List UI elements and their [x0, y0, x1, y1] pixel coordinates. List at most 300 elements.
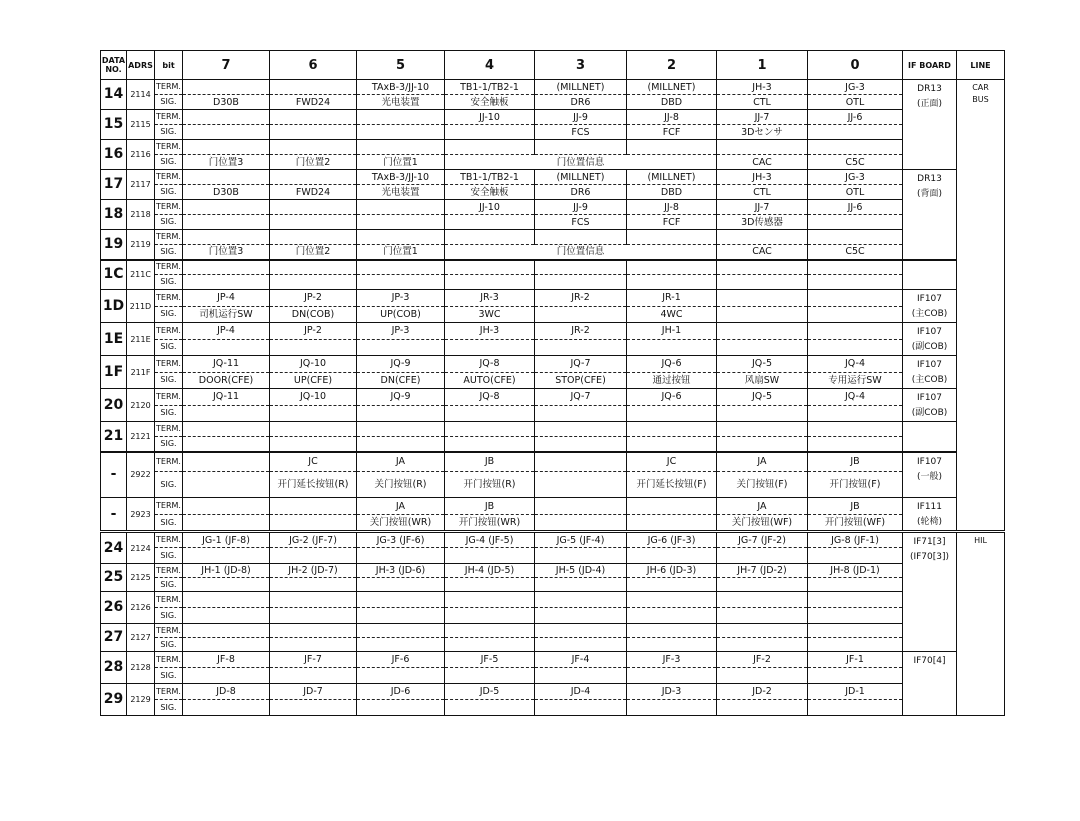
term-cell: [270, 624, 357, 638]
term-cell: [535, 452, 627, 472]
sig-cell: 开门延长按钮(F): [627, 472, 717, 498]
data-no-cell: -: [101, 498, 127, 532]
if-board-cell: DR13 (背面): [903, 170, 957, 260]
term-cell: JQ-9: [357, 356, 445, 373]
address-cell: 2121: [127, 422, 155, 452]
sig-label: SIG.: [155, 95, 183, 110]
term-cell: JQ-6: [627, 389, 717, 406]
term-cell: [627, 260, 717, 275]
term-cell: (MILLNET): [627, 80, 717, 95]
address-cell: 2118: [127, 200, 155, 230]
data-no-cell: 24: [101, 532, 127, 564]
sig-cell: FCS: [535, 215, 627, 230]
term-cell: JJ-7: [717, 110, 808, 125]
sig-cell: [183, 437, 270, 452]
term-cell: JA: [357, 452, 445, 472]
sig-cell: [808, 437, 903, 452]
term-cell: [183, 260, 270, 275]
if-board-cell: DR13 (正面): [903, 80, 957, 170]
sig-cell: [270, 638, 357, 652]
term-cell: JJ-10: [445, 200, 535, 215]
data-no-cell: 18: [101, 200, 127, 230]
sig-cell: 光电装置: [357, 95, 445, 110]
header-bit-4: 4: [445, 51, 535, 80]
sig-cell: [808, 306, 903, 323]
term-cell: (MILLNET): [627, 170, 717, 185]
table-row: [101, 515, 1005, 532]
term-cell: [717, 140, 808, 155]
term-label: TERM.: [155, 592, 183, 608]
sig-cell: OTL: [808, 185, 903, 200]
term-cell: [808, 422, 903, 437]
term-cell: [270, 422, 357, 437]
term-cell: JJ-7: [717, 200, 808, 215]
sig-cell: [357, 339, 445, 356]
address-cell: 211F: [127, 356, 155, 389]
sig-cell: 门位置1: [357, 155, 445, 170]
header-bit-2: 2: [627, 51, 717, 80]
term-cell: JQ-7: [535, 389, 627, 406]
line-cell: CAR BUS: [957, 80, 1005, 532]
term-label: TERM.: [155, 110, 183, 125]
address-cell: 2127: [127, 624, 155, 652]
data-no-cell: 20: [101, 389, 127, 422]
table-row: [101, 306, 1005, 323]
sig-cell: [357, 275, 445, 290]
sig-cell: [445, 700, 535, 716]
address-cell: 2124: [127, 532, 155, 564]
sig-cell: [270, 668, 357, 684]
sig-cell: [627, 437, 717, 452]
term-cell: JA: [717, 452, 808, 472]
term-cell: JJ-8: [627, 110, 717, 125]
sig-cell: [627, 668, 717, 684]
sig-cell: [535, 306, 627, 323]
table-row: [101, 684, 1005, 700]
sig-cell: [357, 215, 445, 230]
data-no-cell: 25: [101, 564, 127, 592]
sig-cell: DOOR(CFE): [183, 372, 270, 389]
term-cell: JG-1 (JF-8): [183, 532, 270, 548]
sig-label: SIG.: [155, 155, 183, 170]
sig-cell: AUTO(CFE): [445, 372, 535, 389]
table-row: [101, 260, 1005, 275]
sig-cell: [717, 339, 808, 356]
table-row: [101, 200, 1005, 215]
sig-cell: 开门按钮(R): [445, 472, 535, 498]
term-cell: JD-1: [808, 684, 903, 700]
data-no-cell: 29: [101, 684, 127, 716]
term-cell: JG-3 (JF-6): [357, 532, 445, 548]
sig-cell: [535, 405, 627, 422]
sig-cell: [183, 578, 270, 592]
term-cell: [357, 422, 445, 437]
term-cell: JQ-10: [270, 356, 357, 373]
sig-label: SIG.: [155, 578, 183, 592]
sig-cell: [270, 578, 357, 592]
term-cell: [183, 624, 270, 638]
term-cell: JQ-7: [535, 356, 627, 373]
sig-cell: 门位置3: [183, 155, 270, 170]
header-bit-6: 6: [270, 51, 357, 80]
sig-label: SIG.: [155, 306, 183, 323]
data-no-cell: 28: [101, 652, 127, 684]
term-cell: JF-1: [808, 652, 903, 668]
sig-cell: [717, 405, 808, 422]
term-cell: [535, 422, 627, 437]
term-cell: [445, 230, 535, 245]
term-label: TERM.: [155, 170, 183, 185]
term-cell: JR-2: [535, 323, 627, 340]
term-cell: JH-3: [717, 80, 808, 95]
term-cell: JF-3: [627, 652, 717, 668]
term-cell: JD-2: [717, 684, 808, 700]
sig-label: SIG.: [155, 275, 183, 290]
table-row: [101, 624, 1005, 638]
table-row: [101, 564, 1005, 578]
term-label: TERM.: [155, 389, 183, 406]
if-board-cell: IF107 (副COB): [903, 323, 957, 356]
term-cell: JH-1 (JD-8): [183, 564, 270, 578]
sig-cell: [445, 405, 535, 422]
sig-cell: FWD24: [270, 185, 357, 200]
sig-cell: DBD: [627, 95, 717, 110]
sig-cell: [270, 275, 357, 290]
term-cell: [808, 624, 903, 638]
data-no-cell: 17: [101, 170, 127, 200]
term-cell: TB1-1/TB2-1: [445, 170, 535, 185]
table-row: [101, 372, 1005, 389]
if-board-cell: IF70[4]: [903, 652, 957, 716]
term-cell: JH-2 (JD-7): [270, 564, 357, 578]
header-line: LINE: [957, 51, 1005, 80]
sig-cell: DR6: [535, 185, 627, 200]
sig-cell: [535, 339, 627, 356]
table-row: [101, 215, 1005, 230]
sig-cell: [183, 405, 270, 422]
sig-cell: [183, 668, 270, 684]
header-hl: bit: [155, 51, 183, 80]
sig-cell: 开门按钮(F): [808, 472, 903, 498]
if-board-cell: [903, 422, 957, 452]
table-row: [101, 452, 1005, 472]
sig-cell-merged: 门位置信息: [445, 245, 717, 260]
sig-cell: [627, 578, 717, 592]
term-label: TERM.: [155, 323, 183, 340]
sig-cell: 光电装置: [357, 185, 445, 200]
sig-cell: [717, 638, 808, 652]
term-cell: JP-4: [183, 323, 270, 340]
table-row: [101, 498, 1005, 515]
header-addrs: ADRS: [127, 51, 155, 80]
term-label: TERM.: [155, 140, 183, 155]
sig-cell: 关门按钮(F): [717, 472, 808, 498]
sig-cell: [808, 638, 903, 652]
address-cell: 2128: [127, 652, 155, 684]
term-cell: JA: [357, 498, 445, 515]
sig-cell: [627, 548, 717, 564]
sig-cell: [357, 405, 445, 422]
term-label: TERM.: [155, 200, 183, 215]
sig-cell: [445, 608, 535, 624]
table-row: [101, 668, 1005, 684]
term-label: TERM.: [155, 230, 183, 245]
sig-cell-merged: 门位置信息: [445, 155, 717, 170]
sig-cell: 关门按钮(R): [357, 472, 445, 498]
table-row: [101, 140, 1005, 155]
term-cell: [627, 422, 717, 437]
sig-label: SIG.: [155, 608, 183, 624]
term-cell: [357, 260, 445, 275]
sig-cell: [357, 668, 445, 684]
header-bit-5: 5: [357, 51, 445, 80]
sig-cell: CAC: [717, 155, 808, 170]
sig-cell: [270, 548, 357, 564]
sig-cell: [808, 125, 903, 140]
term-cell: JJ-6: [808, 110, 903, 125]
term-cell: JG-3: [808, 80, 903, 95]
sig-cell: FCF: [627, 125, 717, 140]
sig-cell: [808, 578, 903, 592]
sig-cell: [535, 638, 627, 652]
sig-cell: DN(CFE): [357, 372, 445, 389]
data-no-cell: 1C: [101, 260, 127, 290]
term-cell: JF-5: [445, 652, 535, 668]
term-cell: JD-8: [183, 684, 270, 700]
header-bit-3: 3: [535, 51, 627, 80]
table-row: [101, 608, 1005, 624]
sig-cell: FCS: [535, 125, 627, 140]
line-cell: HIL: [957, 532, 1005, 716]
term-cell: JJ-9: [535, 110, 627, 125]
sig-cell: [717, 275, 808, 290]
sig-cell: 安全触板: [445, 185, 535, 200]
sig-cell: UP(CFE): [270, 372, 357, 389]
sig-cell: [535, 608, 627, 624]
term-cell: JR-1: [627, 290, 717, 307]
table-row: [101, 95, 1005, 110]
table-row: [101, 638, 1005, 652]
term-cell: JB: [808, 452, 903, 472]
term-cell: JG-5 (JF-4): [535, 532, 627, 548]
term-cell: JG-6 (JF-3): [627, 532, 717, 548]
term-cell: JF-2: [717, 652, 808, 668]
term-cell: JD-7: [270, 684, 357, 700]
term-cell: [357, 624, 445, 638]
sig-label: SIG.: [155, 668, 183, 684]
address-cell: 2126: [127, 592, 155, 624]
sig-cell: [270, 215, 357, 230]
sig-label: SIG.: [155, 515, 183, 532]
table-row: [101, 80, 1005, 95]
table-row: [101, 290, 1005, 307]
sig-cell: 门位置2: [270, 155, 357, 170]
term-cell: (MILLNET): [535, 80, 627, 95]
sig-label: SIG.: [155, 245, 183, 260]
term-cell: [445, 624, 535, 638]
term-label: TERM.: [155, 652, 183, 668]
sig-cell: [183, 638, 270, 652]
term-cell: JJ-6: [808, 200, 903, 215]
sig-cell: OTL: [808, 95, 903, 110]
term-cell: JG-7 (JF-2): [717, 532, 808, 548]
sig-cell: STOP(CFE): [535, 372, 627, 389]
term-cell: JH-1: [627, 323, 717, 340]
term-cell: TAxB-3/JJ-10: [357, 170, 445, 185]
sig-cell: [270, 437, 357, 452]
table-row: [101, 652, 1005, 668]
table-row: [101, 170, 1005, 185]
term-cell: JH-4 (JD-5): [445, 564, 535, 578]
term-cell: [183, 230, 270, 245]
data-no-cell: 21: [101, 422, 127, 452]
sig-cell: [270, 700, 357, 716]
sig-cell: [627, 405, 717, 422]
sig-cell: 安全触板: [445, 95, 535, 110]
term-cell: JP-3: [357, 323, 445, 340]
term-cell: [270, 110, 357, 125]
sig-cell: [445, 339, 535, 356]
sig-cell: DR6: [535, 95, 627, 110]
sig-cell: [445, 215, 535, 230]
sig-cell: [445, 578, 535, 592]
term-cell: [535, 140, 627, 155]
sig-cell: [357, 437, 445, 452]
term-cell: JQ-5: [717, 356, 808, 373]
term-cell: JQ-11: [183, 389, 270, 406]
sig-cell: 开门按钮(WR): [445, 515, 535, 532]
sig-cell: [183, 472, 270, 498]
term-cell: JQ-5: [717, 389, 808, 406]
term-cell: [183, 422, 270, 437]
sig-cell: CTL: [717, 185, 808, 200]
table-row: [101, 405, 1005, 422]
sig-cell: 门位置1: [357, 245, 445, 260]
sig-cell: [445, 638, 535, 652]
term-cell: [808, 323, 903, 340]
term-cell: [183, 592, 270, 608]
data-no-cell: 16: [101, 140, 127, 170]
if-board-cell: [903, 260, 957, 290]
term-cell: [357, 592, 445, 608]
header-bit-1: 1: [717, 51, 808, 80]
term-cell: JQ-4: [808, 356, 903, 373]
term-cell: [627, 230, 717, 245]
sig-cell: [717, 578, 808, 592]
table-row: [101, 185, 1005, 200]
term-cell: JH-7 (JD-2): [717, 564, 808, 578]
sig-cell: 开门按钮(WF): [808, 515, 903, 532]
sig-cell: [808, 700, 903, 716]
sig-label: SIG.: [155, 339, 183, 356]
sig-cell: 3Dセンサ: [717, 125, 808, 140]
sig-cell: [808, 405, 903, 422]
sig-cell: [627, 339, 717, 356]
term-cell: JD-5: [445, 684, 535, 700]
term-cell: JD-6: [357, 684, 445, 700]
sig-cell: [535, 515, 627, 532]
term-cell: [535, 230, 627, 245]
sig-label: SIG.: [155, 700, 183, 716]
term-cell: JR-3: [445, 290, 535, 307]
address-cell: 2119: [127, 230, 155, 260]
sig-cell: [357, 608, 445, 624]
term-cell: JG-2 (JF-7): [270, 532, 357, 548]
sig-label: SIG.: [155, 372, 183, 389]
sig-cell: [183, 275, 270, 290]
term-cell: [183, 498, 270, 515]
address-cell: 2125: [127, 564, 155, 592]
term-cell: [270, 230, 357, 245]
term-cell: JD-4: [535, 684, 627, 700]
term-cell: JG-8 (JF-1): [808, 532, 903, 548]
term-label: TERM.: [155, 452, 183, 472]
term-cell: [535, 498, 627, 515]
table-row: [101, 155, 1005, 170]
address-cell: 211E: [127, 323, 155, 356]
sig-cell: [627, 515, 717, 532]
term-cell: [717, 260, 808, 275]
sig-cell: [627, 638, 717, 652]
term-cell: JC: [627, 452, 717, 472]
term-cell: [535, 592, 627, 608]
sig-cell: [270, 515, 357, 532]
header-row: [101, 51, 1005, 80]
if-board-cell: IF107 (主COB): [903, 356, 957, 389]
address-cell: 2923: [127, 498, 155, 532]
sig-cell: [270, 339, 357, 356]
term-cell: [357, 200, 445, 215]
term-cell: [808, 592, 903, 608]
sig-cell: DBD: [627, 185, 717, 200]
table-row: [101, 389, 1005, 406]
term-cell: JQ-9: [357, 389, 445, 406]
sig-cell: [270, 608, 357, 624]
data-no-cell: 14: [101, 80, 127, 110]
table-row: [101, 275, 1005, 290]
data-no-cell: 27: [101, 624, 127, 652]
signal-table: [100, 50, 1005, 716]
sig-label: SIG.: [155, 548, 183, 564]
table-row: [101, 339, 1005, 356]
sig-cell: 风扇SW: [717, 372, 808, 389]
term-label: TERM.: [155, 532, 183, 548]
term-cell: TB1-1/TB2-1: [445, 80, 535, 95]
sig-label: SIG.: [155, 437, 183, 452]
sig-label: SIG.: [155, 405, 183, 422]
address-cell: 2129: [127, 684, 155, 716]
sig-cell: [717, 668, 808, 684]
term-cell: [183, 110, 270, 125]
term-cell: [535, 624, 627, 638]
table-row: [101, 532, 1005, 548]
sig-label: SIG.: [155, 125, 183, 140]
term-label: TERM.: [155, 564, 183, 578]
sig-cell: D30B: [183, 95, 270, 110]
term-cell: JH-3: [445, 323, 535, 340]
sig-cell: [535, 275, 627, 290]
sig-cell: [183, 515, 270, 532]
sig-cell: [183, 339, 270, 356]
term-cell: JR-2: [535, 290, 627, 307]
term-cell: [445, 592, 535, 608]
sig-cell: [357, 578, 445, 592]
sig-cell: FWD24: [270, 95, 357, 110]
term-cell: [717, 290, 808, 307]
sig-cell: [808, 215, 903, 230]
sig-cell: D30B: [183, 185, 270, 200]
term-cell: JQ-11: [183, 356, 270, 373]
